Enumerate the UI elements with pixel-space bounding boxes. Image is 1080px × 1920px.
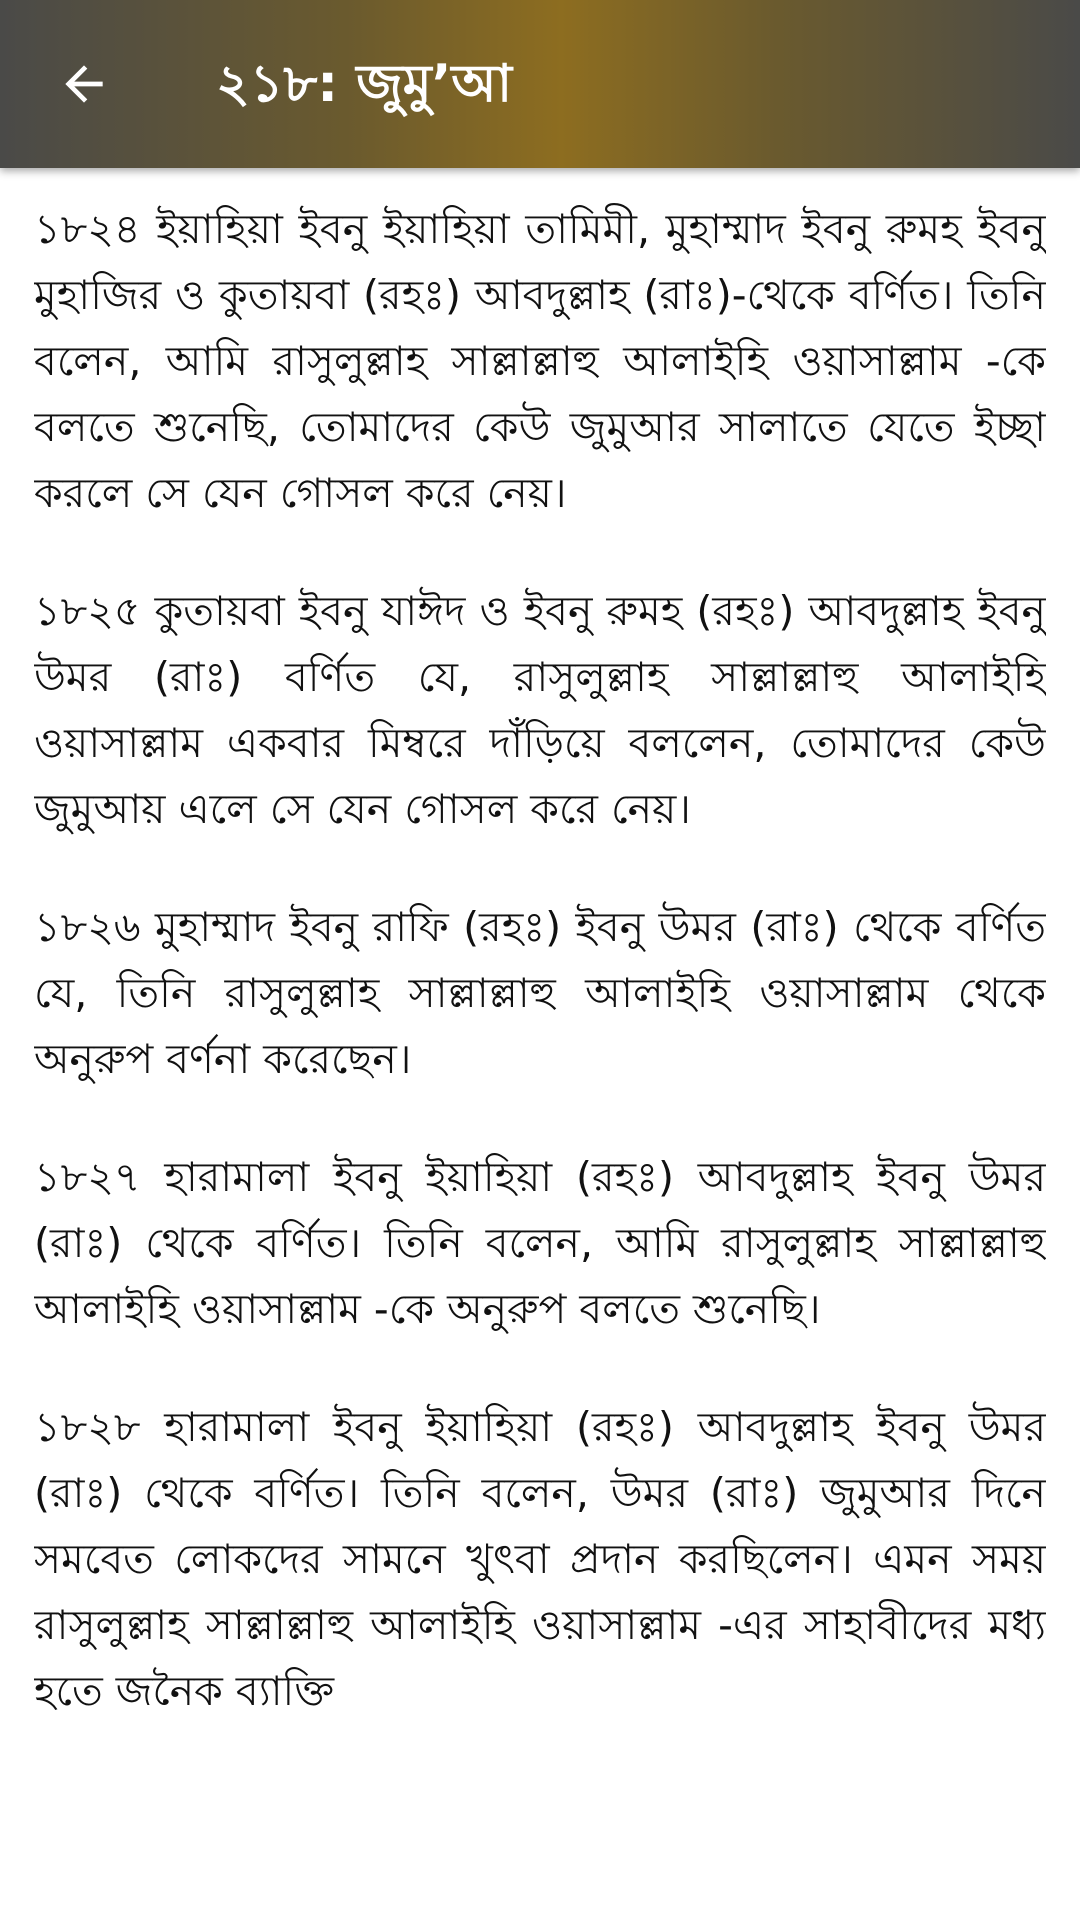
hadith-paragraph: ১৮২৭ হারামালা ইবনু ইয়াহিয়া (রহঃ) আবদুল্লাহ ইবনু উমর (রাঃ) থেকে বর্ণিত। তিনি বলেন, আমি রাসুলুল্লাহ সাল্লাল্লাহু আলাইহি ওয়াসাল্লাম -কে অনুরুপ বলতে শুনেছি।	[34, 1153, 1046, 1333]
hadith-paragraph: ১৮২৪ ইয়াহিয়া ইবনু ইয়াহিয়া তামিমী, মুহাম্মাদ ইবনু রুমহ ইবনু মুহাজির ও কুতায়বা (রহঃ) আবদুল্লাহ (রাঃ)-থেকে বর্ণিত। তিনি বলেন, আমি রাসুলুল্লাহ সাল্লাল্লাহু আলাইহি ওয়াসাল্লাম -কে বলতে শুনেছি, তোমাদের কেউ জুমুআর সালাতে যেতে ইচ্ছা করলে সে যেন গোসল করে নেয়।	[34, 205, 1046, 517]
hadith-list[interactable]	[34, 196, 1046, 1920]
page-title: ২১৮: জুমু’আ	[216, 54, 512, 114]
hadith-paragraph: ১৮২৫ কুতায়বা ইবনু যাঈদ ও ইবনু রুমহ (রহঃ) আবদুল্লাহ ইবনু উমর (রাঃ) বর্ণিত যে, রাসুলুল্লাহ সাল্লাল্লাহু আলাইহি ওয়াসাল্লাম একবার মিম্বরে দাঁড়িয়ে বললেন, তোমাদের কেউ জুমুআয় এলে সে যেন গোসল করে নেয়।	[34, 587, 1046, 833]
app-bar	[0, 0, 1080, 168]
arrow-left-icon	[56, 56, 112, 112]
back-button[interactable]	[36, 36, 132, 132]
hadith-paragraph: ১৮২৮ হারামালা ইবনু ইয়াহিয়া (রহঃ) আবদুল্লাহ ইবনু উমর (রাঃ) থেকে বর্ণিত। তিনি বলেন, উমর (রাঃ) জুমুআর দিনে সমবেত লোকদের সামনে খুৎবা প্রদান করছিলেন। এমন সময় রাসুলুল্লাহ সাল্লাল্লাহু আলাইহি ওয়াসাল্লাম -এর সাহাবীদের মধ্য হতে জনৈক ব্যাক্তি	[34, 1403, 1046, 1715]
hadith-paragraph: ১৮২৬ মুহাম্মাদ ইবনু রাফি (রহঃ) ইবনু উমর (রাঃ) থেকে বর্ণিত যে, তিনি রাসুলুল্লাহ সাল্লাল্লাহু আলাইহি ওয়াসাল্লাম থেকে অনুরুপ বর্ণনা করেছেন।	[34, 903, 1046, 1083]
